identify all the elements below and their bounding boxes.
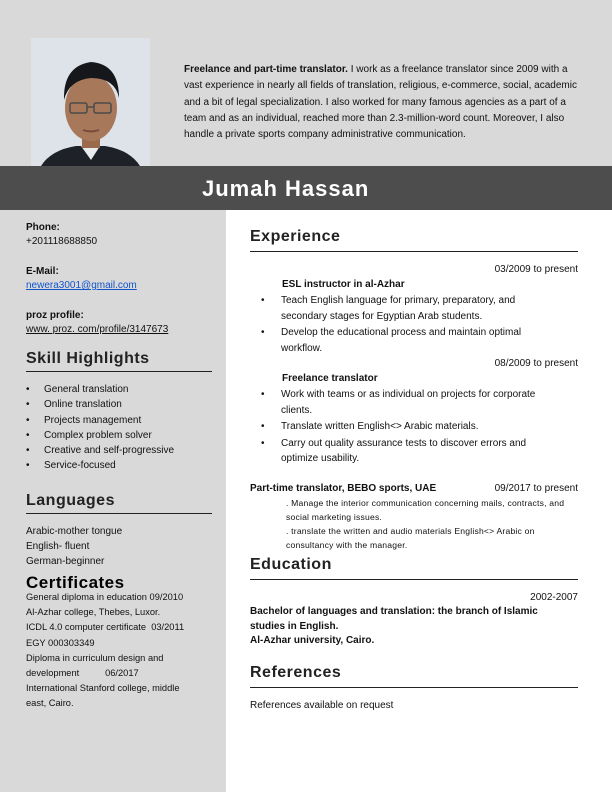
cert-line: General diploma in education 09/2010 xyxy=(26,592,184,602)
references-text: References available on request xyxy=(250,700,394,711)
email-label: E-Mail: xyxy=(26,266,59,277)
experience-section xyxy=(250,228,578,552)
skills-heading: Skill Highlights xyxy=(26,352,212,372)
job-line: . Manage the interior communication concerning mails, contracts, and social marketing issues. xyxy=(286,497,565,522)
language-item: English- fluent xyxy=(26,541,90,552)
list-item: • General translation xyxy=(26,382,212,397)
job-header xyxy=(250,482,578,496)
proz-label: proz profile: xyxy=(26,310,84,321)
list-item: • Online translation xyxy=(26,397,212,412)
list-item: • Translate written English<> Arabic materials. xyxy=(250,419,578,435)
job-bullets xyxy=(250,387,578,467)
job-role: Part-time translator, BEBO sports, UAE xyxy=(250,482,437,494)
list-item: • Service-focused xyxy=(26,458,212,473)
summary-text: I work as a freelance translator since 2009 with a vast experience in nearly all fields of translation, religious, e-commerce, social, academic and a bit of legal specialization. I also worked for many famous agencies as a part of a team and as an individual, reached more than 2.3-million-word count. Moreover, I also handle a private sports company administrative communication. xyxy=(184,64,577,141)
phone-value: +201118688850 xyxy=(26,236,98,247)
languages-heading: Languages xyxy=(26,494,212,514)
job-line: . translate the written and audio materials English<> Arabic on consultancy with the manager. xyxy=(286,525,535,550)
job-bullets xyxy=(250,293,578,356)
cert-line: EGY 000303349 xyxy=(26,637,95,648)
education-school: Al-Azhar university, Cairo. xyxy=(250,635,375,646)
language-item: Arabic-mother tongue xyxy=(26,526,123,537)
skills-section xyxy=(26,352,212,474)
certificates-section xyxy=(26,573,212,712)
list-item: • Carry out quality assurance tests to discover errors and optimize usability. xyxy=(250,436,578,467)
skills-list xyxy=(26,382,212,474)
person-portrait-icon xyxy=(31,38,150,166)
list-item: • Projects management xyxy=(26,413,212,428)
profile-photo xyxy=(31,38,150,166)
cert-line: ICDL 4.0 computer certificate 03/2011 xyxy=(26,622,185,633)
email-link[interactable]: newera3001@gmail.com xyxy=(26,280,137,291)
job-date: 03/2009 to present xyxy=(494,264,578,275)
references-heading: References xyxy=(250,664,578,688)
cert-line: International Stanford college, middle xyxy=(26,683,180,694)
cert-line: development 06/2017 xyxy=(26,668,139,679)
cert-line: east, Cairo. xyxy=(26,698,74,709)
contact-section xyxy=(26,221,212,337)
language-item: German-beginner xyxy=(26,556,105,567)
summary-lead: Freelance and part-time translator. xyxy=(184,64,348,75)
job-date: 09/2017 to present xyxy=(494,482,578,494)
education-degree: Bachelor of languages and translation: the branch of Islamic studies in English. xyxy=(250,606,538,632)
certificates-heading: Certificates xyxy=(26,573,125,592)
experience-heading: Experience xyxy=(250,228,578,252)
job-role: Freelance translator xyxy=(282,373,378,384)
education-heading: Education xyxy=(250,556,578,580)
profile-summary xyxy=(184,62,584,143)
education-section xyxy=(250,556,578,649)
job-date: 08/2009 to present xyxy=(494,358,578,369)
proz-link[interactable]: www. proz. com/profile/3147673 xyxy=(26,324,169,335)
phone-label: Phone: xyxy=(26,222,60,233)
list-item: • Creative and self-progressive xyxy=(26,443,212,458)
list-item: • Develop the educational process and maintain optimal workflow. xyxy=(250,325,578,356)
languages-section xyxy=(26,494,212,569)
cert-line: Al-Azhar college, Thebes, Luxor. xyxy=(26,607,161,618)
cert-line: Diploma in curriculum design and xyxy=(26,652,164,663)
education-date: 2002-2007 xyxy=(530,592,578,603)
job-role: ESL instructor in al-Azhar xyxy=(282,279,405,290)
list-item: • Teach English language for primary, preparatory, and secondary stages for Egyptian Arab students. xyxy=(250,293,578,324)
person-name: Jumah Hassan xyxy=(202,176,370,201)
references-section xyxy=(250,664,578,711)
list-item: • Work with teams or as individual on projects for corporate clients. xyxy=(250,387,578,418)
list-item: • Complex problem solver xyxy=(26,428,212,443)
